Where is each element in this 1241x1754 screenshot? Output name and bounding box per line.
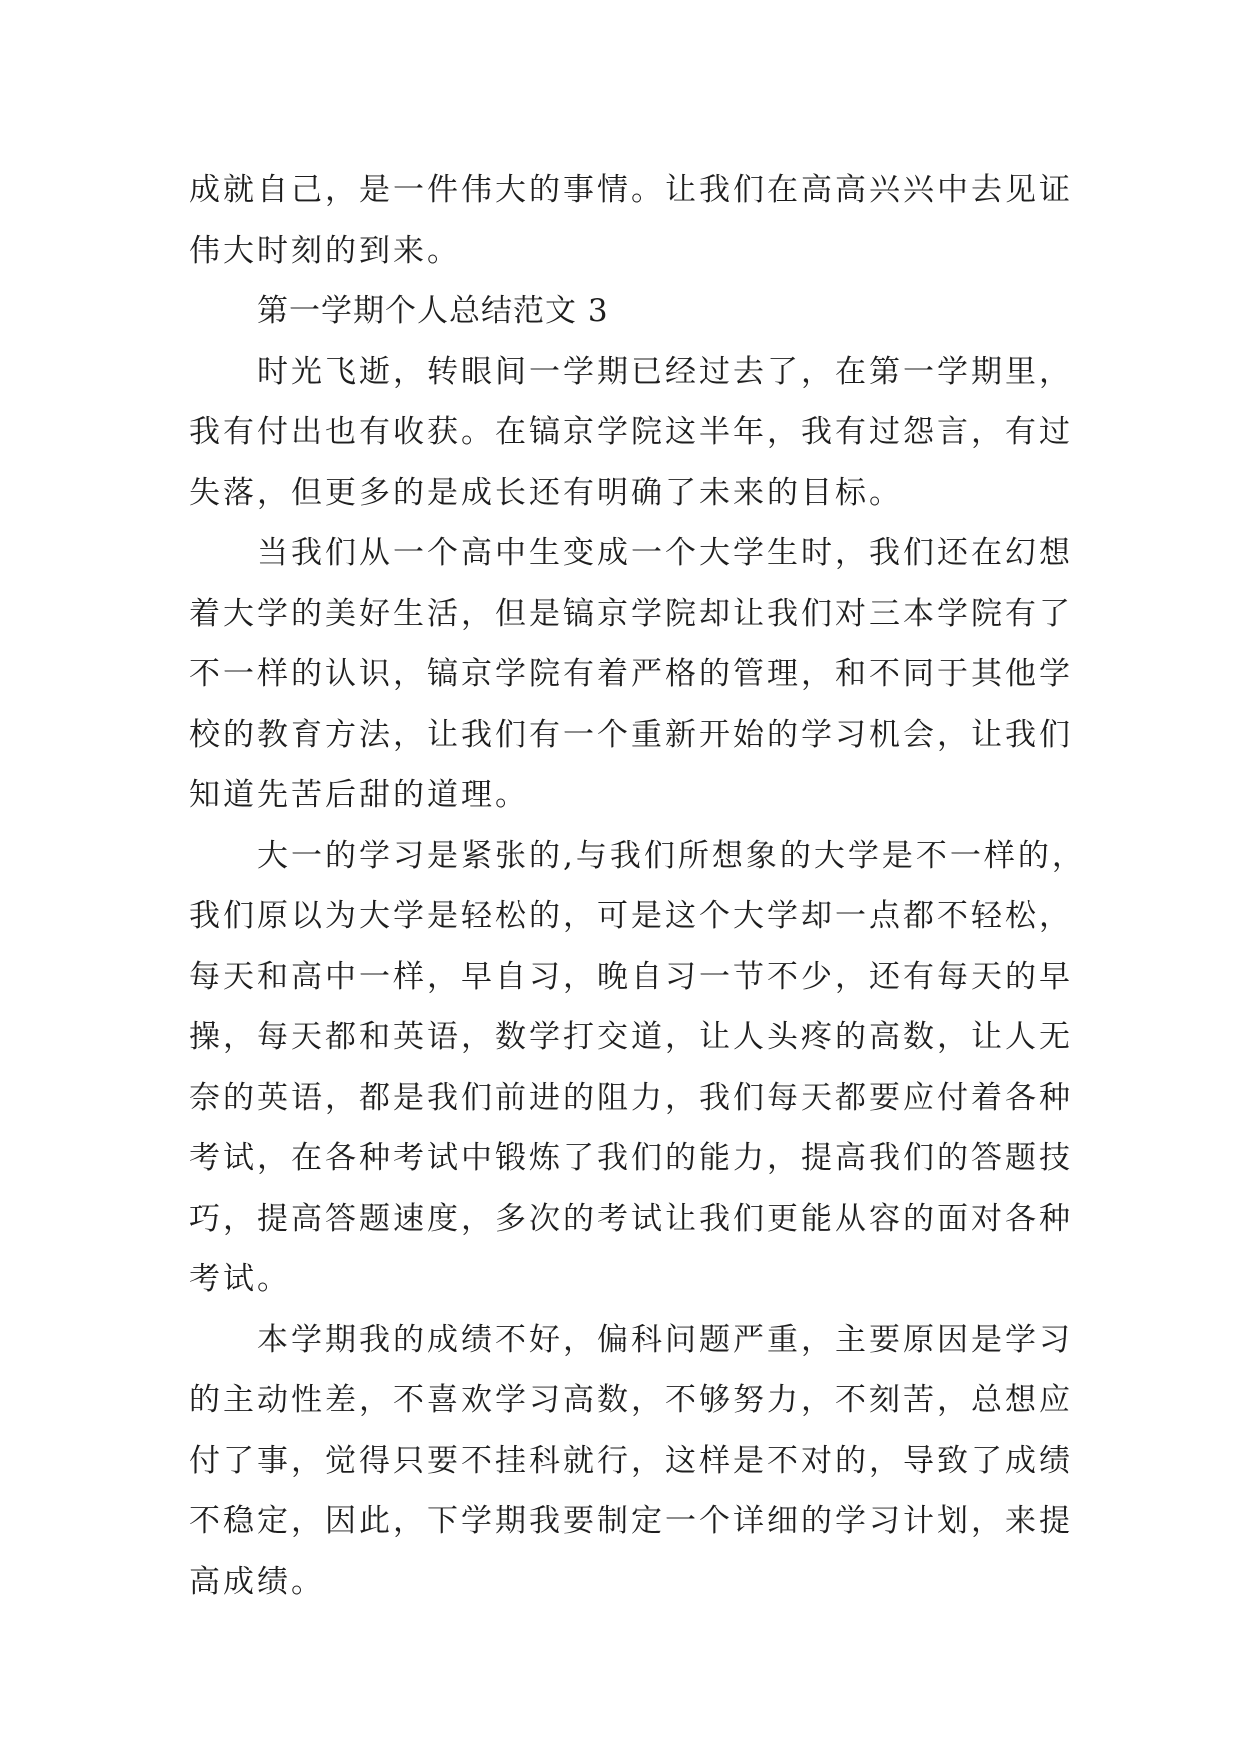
paragraph-start-line: 大一的学习是紧张的,与我们所想象的大学是不一样的，: [257, 837, 1086, 874]
text-line: 我有付出也有收获。在镐京学院这半年，我有过怨言，有过: [189, 414, 1073, 450]
text-line: 成就自己，是一件伟大的事情。让我们在高高兴兴中去见证: [189, 172, 1073, 208]
text-line: 考试，在各种考试中锻炼了我们的能力，提高我们的答题技: [189, 1140, 1073, 1176]
section-heading: 第一学期个人总结范文 3: [257, 293, 609, 329]
document-body: [189, 160, 1086, 1612]
paragraph-start-line: 本学期我的成绩不好，偏科问题严重，主要原因是学习: [257, 1321, 1073, 1358]
paragraph-start-line: 当我们从一个高中生变成一个大学生时，我们还在幻想: [257, 535, 1073, 571]
text-line: 的主动性差，不喜欢学习高数，不够努力，不刻苦，总想应: [189, 1382, 1073, 1418]
text-line: 不一样的认识，镐京学院有着严格的管理，和不同于其他学: [189, 656, 1073, 692]
text-line: 不稳定，因此，下学期我要制定一个详细的学习计划，来提: [189, 1503, 1073, 1539]
text-line: 巧，提高答题速度，多次的考试让我们更能从容的面对各种: [189, 1200, 1073, 1237]
text-line: 知道先苦后甜的道理。: [189, 777, 529, 813]
text-line: 高成绩。: [189, 1563, 325, 1600]
text-line: 操，每天都和英语，数学打交道，让人头疼的高数，让人无: [189, 1019, 1073, 1055]
text-line: 每天和高中一样，早自习，晚自习一节不少，还有每天的早: [189, 958, 1073, 995]
text-line: 奈的英语，都是我们前进的阻力，我们每天都要应付着各种: [189, 1079, 1073, 1116]
text-line: 失落，但更多的是成长还有明确了未来的目标。: [189, 474, 903, 511]
paragraph-start-line: 时光飞逝，转眼间一学期已经过去了，在第一学期里，: [257, 353, 1073, 390]
text-line: 考试。: [189, 1261, 291, 1297]
text-line: 着大学的美好生活，但是镐京学院却让我们对三本学院有了: [189, 595, 1073, 632]
text-line: 校的教育方法，让我们有一个重新开始的学习机会，让我们: [189, 716, 1073, 753]
text-line: 付了事，觉得只要不挂科就行，这样是不对的，导致了成绩: [189, 1442, 1073, 1479]
text-line: 我们原以为大学是轻松的，可是这个大学却一点都不轻松，: [189, 898, 1073, 934]
text-line: 伟大时刻的到来。: [189, 232, 461, 269]
